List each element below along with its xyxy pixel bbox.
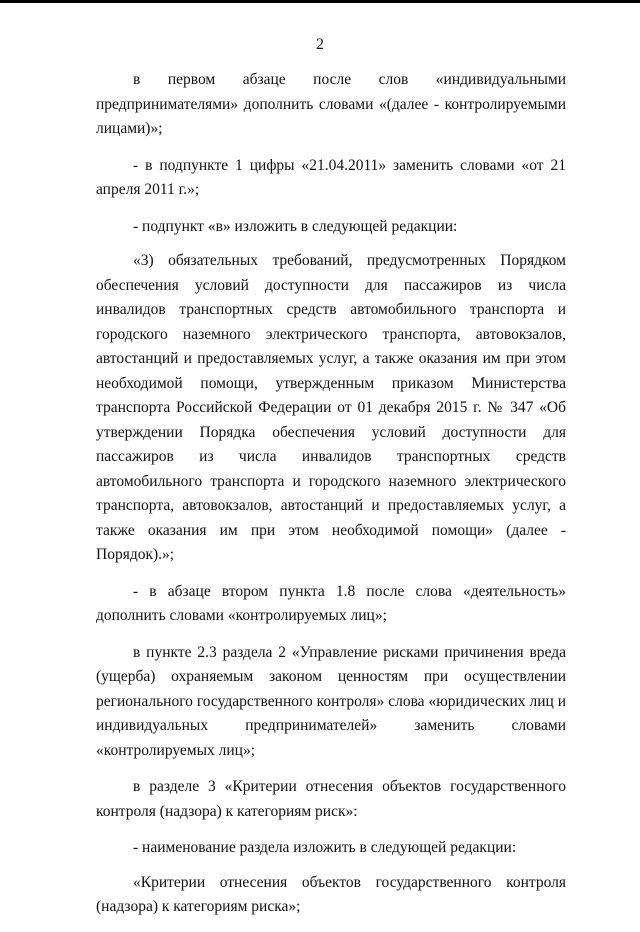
- paragraph-7: в разделе 3 «Критерии отнесения объектов государственного контроля (надзора) к категориям риск»:: [96, 778, 566, 820]
- page-number: 2: [316, 36, 324, 53]
- paragraph-9: «Критерии отнесения объектов государственного контроля (надзора) к категориям риска»;: [96, 873, 566, 915]
- paragraph-4: «3) обязательных требований, предусмотренных Порядком обеспечения условий доступности для пассажиров из числа инвалидов транспортных средств автомобильного транспорта и городского наземного электрического транспорта, автовокзалов, автостанций и предоставляемых услуг, а также оказания им при этом необходимой помощи, утвержденным приказом Министерства транспорта Российской Федерации от 01 декабря 2015 г. № 347 «Об утверждении Порядка обеспечения условий доступности для пассажиров из числа инвалидов транспортных средств автомобильного транспорта и городского наземного электрического транспорта, автовокзалов, автостанций и предоставляемых услуг, а также оказания им при этом необходимой помощи» (далее - Порядок).»;: [96, 252, 566, 563]
- paragraph-5: - в абзаце втором пункта 1.8 после слова «деятельность» дополнить словами «контролируемых лиц»;: [96, 582, 566, 624]
- paragraph-1: в первом абзаце после слов «индивидуальными предпринимателями» дополнить словами «(далее - контролируемыми лицами)»;: [96, 71, 566, 137]
- top-border-line: [0, 0, 640, 3]
- paragraph-2: - в подпункте 1 цифры «21.04.2011» заменить словами «от 21 апреля 2011 г.»;: [96, 156, 566, 198]
- document-body: [96, 68, 566, 932]
- paragraph-3: - подпункт «в» изложить в следующей редакции:: [133, 217, 458, 235]
- paragraph-6: в пункте 2.3 раздела 2 «Управление рисками причинения вреда (ущерба) охраняемым законом ценностям при осуществлении регионального государственного контроля» слова «юридических лиц и индивидуальных предпринимателей» заменить словами «контролируемых лиц»;: [96, 643, 566, 759]
- paragraph-8: - наименование раздела изложить в следующей редакции:: [133, 839, 517, 856]
